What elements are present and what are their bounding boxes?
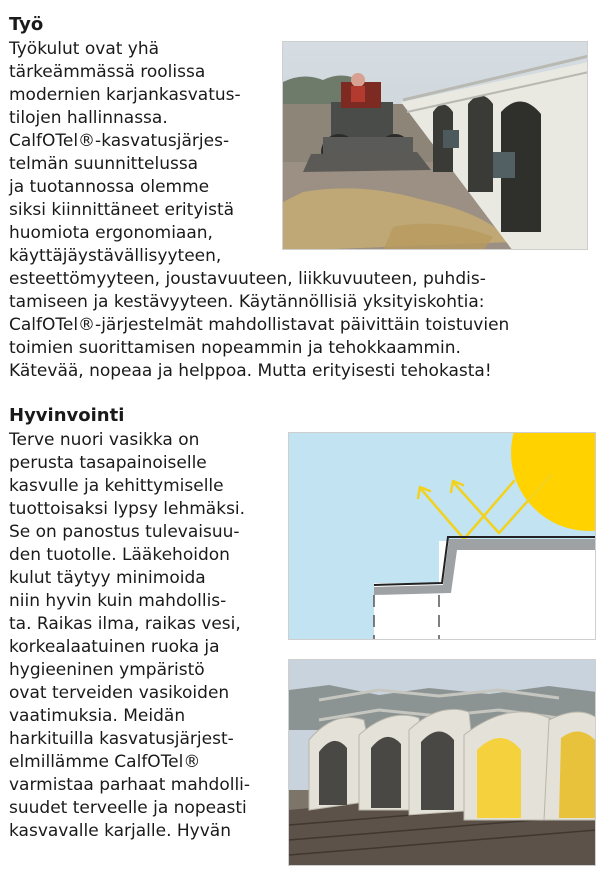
text-line: Se on panostus tulevaisuu- bbox=[9, 522, 240, 542]
text-line: kasvulle ja kehittymiselle bbox=[9, 476, 224, 496]
text-line: korkealaatuinen ruoka ja bbox=[9, 637, 220, 657]
text-line: telmän suunnittelussa bbox=[9, 154, 199, 174]
text-line: varmistaa parhaat mahdolli- bbox=[9, 775, 251, 795]
text-line: Kätevää, nopeaa ja helppoa. Mutta erityisesti tehokasta! bbox=[9, 361, 492, 381]
text-line: niin hyvin kuin mahdollis- bbox=[9, 591, 227, 611]
text-line: ta. Raikas ilma, raikas vesi, bbox=[9, 614, 241, 634]
text-line: siksi kiinnittäneet erityistä bbox=[9, 200, 235, 220]
text-line: harkituilla kasvatusjärjest- bbox=[9, 729, 234, 749]
text-line: vaatimuksia. Meidän bbox=[9, 706, 186, 726]
text-line: den tuotolle. Lääkehoidon bbox=[9, 545, 230, 565]
text-line: Terve nuori vasikka on bbox=[9, 430, 200, 450]
text-line: toimien suorittamisen nopeammin ja tehokkaammin. bbox=[9, 338, 461, 358]
text-line: tamiseen ja kestävyyteen. Käytännöllisiä yksityiskohtia: bbox=[9, 292, 485, 312]
text-line: tärkeämmässä roolissa bbox=[9, 62, 206, 82]
text-line: kasvavalle karjalle. Hyvän bbox=[9, 821, 231, 841]
tractor-hutches-photo bbox=[282, 41, 588, 250]
text-line: esteettömyyteen, joustavuuteen, liikkuvuuteen, puhdis- bbox=[9, 269, 486, 289]
text-line: käyttäjäystävällisyyteen, bbox=[9, 246, 222, 266]
text-line: ovat terveiden vasikoiden bbox=[9, 683, 230, 703]
text-line: perusta tasapainoiselle bbox=[9, 453, 207, 473]
text-line: elmillämme CalfOTel® bbox=[9, 752, 201, 772]
text-line: CalfOTel®-kasvatusjärjes- bbox=[9, 131, 230, 151]
section-heading-tyo: Työ bbox=[9, 14, 44, 35]
text-line: tuottoisaksi lypsy lehmäksi. bbox=[9, 499, 246, 519]
text-line: suudet terveelle ja nopeasti bbox=[9, 798, 247, 818]
text-line: CalfOTel®-järjestelmät mahdollistavat päivittäin toistuvien bbox=[9, 315, 510, 335]
calf-hutches-photo bbox=[288, 659, 596, 866]
text-line: modernien karjankasvatus- bbox=[9, 85, 241, 105]
sun-reflection-diagram bbox=[288, 432, 596, 640]
text-line: kulut täytyy minimoida bbox=[9, 568, 206, 588]
text-line: Työkulut ovat yhä bbox=[9, 39, 160, 59]
text-line: hygieeninen ympäristö bbox=[9, 660, 205, 680]
text-line: tilojen hallinnassa. bbox=[9, 108, 168, 128]
section-heading-hyvinvointi: Hyvinvointi bbox=[9, 405, 125, 426]
text-line: huomiota ergonomiaan, bbox=[9, 223, 213, 243]
text-line: ja tuotannossa olemme bbox=[9, 177, 210, 197]
